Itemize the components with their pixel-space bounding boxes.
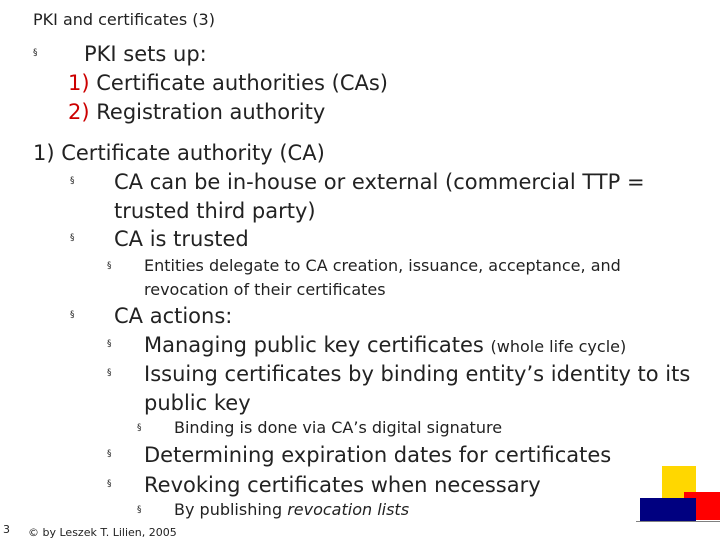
bullet-ca-inhouse: CA can be in-house or external (commercial TTP =	[114, 170, 645, 194]
action-managing	[144, 333, 626, 357]
bullet-square-icon: §	[70, 233, 75, 243]
intro-item-2	[68, 100, 325, 124]
bullet-square-icon: §	[107, 339, 112, 349]
bullet-ca-actions: CA actions:	[114, 304, 233, 328]
bullet-square-icon: §	[107, 261, 112, 271]
bullet-square-icon: §	[137, 505, 142, 515]
item-number: 1)	[68, 71, 90, 95]
deco-divider-line	[636, 521, 720, 522]
action-revoking: Revoking certificates when necessary	[144, 473, 541, 497]
sub-bullet-delegate: Entities delegate to CA creation, issuance, acceptance, and	[144, 256, 621, 275]
page-number: 3	[3, 523, 10, 536]
sub-bullet-binding: Binding is done via CA’s digital signature	[174, 418, 503, 437]
action-issuing: Issuing certificates by binding entity’s identity to its	[144, 362, 691, 386]
bullet-square-icon: §	[107, 449, 112, 459]
slide-title: PKI and certificates (3)	[33, 10, 215, 29]
publishing-text: By publishing	[174, 500, 283, 519]
action-expiration: Determining expiration dates for certificates	[144, 443, 612, 467]
deco-navy-block	[640, 498, 696, 522]
bullet-ca-trusted: CA is trusted	[114, 227, 249, 251]
action-managing-text: Managing public key certificates	[144, 333, 484, 357]
bullet-square-icon: §	[107, 479, 112, 489]
action-managing-note: (whole life cycle)	[490, 337, 627, 356]
copyright: © by Leszek T. Lilien, 2005	[28, 526, 177, 539]
bullet-square-icon: §	[107, 368, 112, 378]
bullet-ca-inhouse-cont: trusted third party)	[114, 199, 316, 223]
intro-text: PKI sets up:	[84, 42, 207, 66]
bullet-square-icon: §	[70, 310, 75, 320]
bullet-square-icon: §	[70, 176, 75, 186]
sub-bullet-publishing	[174, 500, 409, 519]
section-heading: 1) Certificate authority (CA)	[33, 141, 325, 165]
action-issuing-cont: public key	[144, 391, 251, 415]
item-number: 2)	[68, 100, 90, 124]
item-text: Registration authority	[96, 100, 326, 124]
sub-bullet-delegate-cont: revocation of their certificates	[144, 280, 386, 299]
publishing-italic: revocation lists	[287, 500, 410, 519]
intro-item-1	[68, 71, 388, 95]
bullet-square-icon: §	[137, 423, 142, 433]
bullet-square-icon: §	[33, 48, 38, 58]
item-text: Certificate authorities (CAs)	[96, 71, 389, 95]
